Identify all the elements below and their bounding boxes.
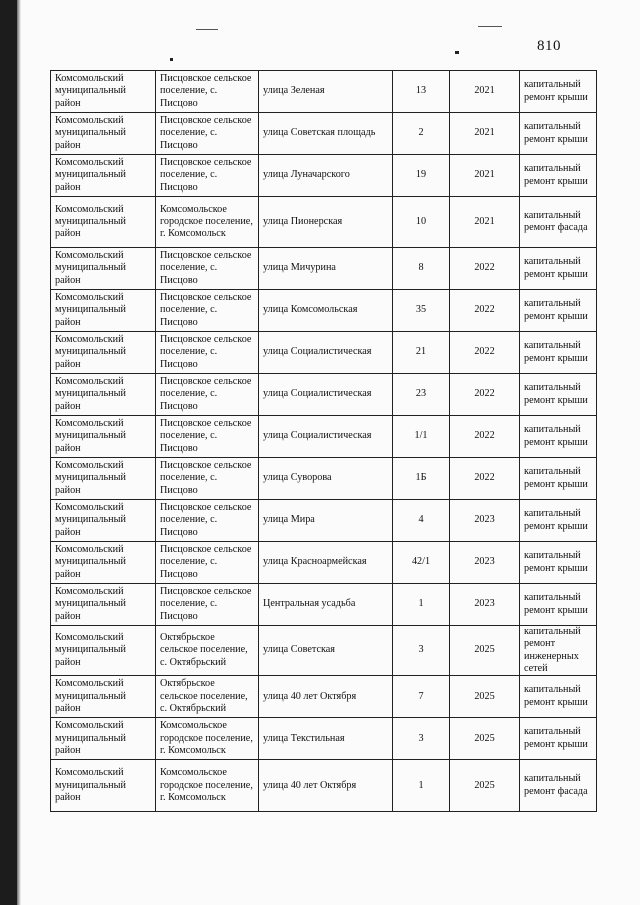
table-row — [51, 155, 597, 197]
cell-settlement: Октябрьское сельское поселение, с. Октябрьский — [156, 626, 259, 676]
cell-work: капитальный ремонт инженерных сетей — [520, 626, 597, 676]
scan-mark — [478, 26, 502, 27]
cell-street: улица Зеленая — [259, 71, 393, 113]
scan-mark — [455, 51, 459, 54]
cell-work: капитальный ремонт крыши — [520, 676, 597, 718]
table-body — [51, 71, 597, 812]
cell-settlement: Писцовское сельское поселение, с. Писцово — [156, 500, 259, 542]
cell-year: 2025 — [450, 626, 520, 676]
cell-work: капитальный ремонт крыши — [520, 584, 597, 626]
cell-house: 19 — [393, 155, 450, 197]
table-row — [51, 676, 597, 718]
cell-work: капитальный ремонт крыши — [520, 71, 597, 113]
cell-street: улица Красноармейская — [259, 542, 393, 584]
cell-settlement: Писцовское сельское поселение, с. Писцово — [156, 71, 259, 113]
cell-year: 2022 — [450, 290, 520, 332]
cell-work: капитальный ремонт крыши — [520, 542, 597, 584]
cell-district: Комсомольский муниципальный район — [51, 155, 156, 197]
cell-house: 10 — [393, 197, 450, 248]
table-row — [51, 416, 597, 458]
cell-district: Комсомольский муниципальный район — [51, 542, 156, 584]
cell-settlement: Комсомольское городское поселение, г. Комсомольск — [156, 760, 259, 812]
cell-district: Комсомольский муниципальный район — [51, 760, 156, 812]
cell-district: Комсомольский муниципальный район — [51, 197, 156, 248]
cell-street: улица Суворова — [259, 458, 393, 500]
cell-house: 1 — [393, 760, 450, 812]
housing-repair-table — [50, 70, 597, 812]
cell-year: 2023 — [450, 584, 520, 626]
cell-street: улица Луначарского — [259, 155, 393, 197]
scan-mark — [170, 58, 173, 61]
cell-district: Комсомольский муниципальный район — [51, 374, 156, 416]
table-row — [51, 760, 597, 812]
table-row — [51, 542, 597, 584]
cell-work: капитальный ремонт крыши — [520, 332, 597, 374]
cell-district: Комсомольский муниципальный район — [51, 718, 156, 760]
scan-left-edge-shadow — [17, 0, 21, 905]
cell-street: Центральная усадьба — [259, 584, 393, 626]
cell-work: капитальный ремонт крыши — [520, 458, 597, 500]
table-row — [51, 197, 597, 248]
cell-work: капитальный ремонт крыши — [520, 290, 597, 332]
cell-house: 1/1 — [393, 416, 450, 458]
cell-district: Комсомольский муниципальный район — [51, 584, 156, 626]
cell-street: улица Комсомольская — [259, 290, 393, 332]
cell-house: 13 — [393, 71, 450, 113]
cell-year: 2021 — [450, 155, 520, 197]
cell-district: Комсомольский муниципальный район — [51, 500, 156, 542]
cell-street: улица Мичурина — [259, 248, 393, 290]
cell-street: улица Пионерская — [259, 197, 393, 248]
cell-district: Комсомольский муниципальный район — [51, 458, 156, 500]
cell-street: улица 40 лет Октября — [259, 760, 393, 812]
cell-year: 2021 — [450, 197, 520, 248]
cell-street: улица Социалистическая — [259, 416, 393, 458]
cell-house: 3 — [393, 626, 450, 676]
cell-work: капитальный ремонт фасада — [520, 197, 597, 248]
cell-year: 2023 — [450, 542, 520, 584]
table-row — [51, 584, 597, 626]
cell-work: капитальный ремонт фасада — [520, 760, 597, 812]
cell-settlement: Писцовское сельское поселение, с. Писцово — [156, 155, 259, 197]
cell-settlement: Комсомольское городское поселение, г. Комсомольск — [156, 197, 259, 248]
cell-year: 2022 — [450, 416, 520, 458]
cell-house: 1 — [393, 584, 450, 626]
cell-district: Комсомольский муниципальный район — [51, 626, 156, 676]
cell-district: Комсомольский муниципальный район — [51, 676, 156, 718]
cell-settlement: Писцовское сельское поселение, с. Писцово — [156, 584, 259, 626]
cell-house: 7 — [393, 676, 450, 718]
scan-mark — [196, 29, 218, 30]
table-row — [51, 332, 597, 374]
cell-work: капитальный ремонт крыши — [520, 374, 597, 416]
cell-work: капитальный ремонт крыши — [520, 155, 597, 197]
cell-settlement: Писцовское сельское поселение, с. Писцово — [156, 416, 259, 458]
cell-house: 2 — [393, 113, 450, 155]
cell-year: 2023 — [450, 500, 520, 542]
cell-settlement: Комсомольское городское поселение, г. Комсомольск — [156, 718, 259, 760]
cell-street: улица Социалистическая — [259, 332, 393, 374]
cell-district: Комсомольский муниципальный район — [51, 113, 156, 155]
cell-settlement: Писцовское сельское поселение, с. Писцово — [156, 290, 259, 332]
cell-house: 42/1 — [393, 542, 450, 584]
cell-district: Комсомольский муниципальный район — [51, 416, 156, 458]
table-row — [51, 626, 597, 676]
cell-house: 3 — [393, 718, 450, 760]
cell-street: улица Мира — [259, 500, 393, 542]
table-row — [51, 71, 597, 113]
table-row — [51, 458, 597, 500]
cell-house: 4 — [393, 500, 450, 542]
cell-street: улица Текстильная — [259, 718, 393, 760]
cell-district: Комсомольский муниципальный район — [51, 332, 156, 374]
cell-year: 2025 — [450, 718, 520, 760]
cell-work: капитальный ремонт крыши — [520, 248, 597, 290]
cell-work: капитальный ремонт крыши — [520, 416, 597, 458]
cell-district: Комсомольский муниципальный район — [51, 248, 156, 290]
cell-work: капитальный ремонт крыши — [520, 718, 597, 760]
cell-settlement: Писцовское сельское поселение, с. Писцово — [156, 542, 259, 584]
table-row — [51, 290, 597, 332]
cell-year: 2022 — [450, 248, 520, 290]
table-row — [51, 113, 597, 155]
cell-settlement: Октябрьское сельское поселение, с. Октябрьский — [156, 676, 259, 718]
cell-street: улица Социалистическая — [259, 374, 393, 416]
cell-settlement: Писцовское сельское поселение, с. Писцово — [156, 374, 259, 416]
cell-settlement: Писцовское сельское поселение, с. Писцово — [156, 248, 259, 290]
table-row — [51, 374, 597, 416]
cell-house: 8 — [393, 248, 450, 290]
cell-house: 35 — [393, 290, 450, 332]
page-number: 810 — [537, 38, 561, 54]
table-row — [51, 248, 597, 290]
cell-work: капитальный ремонт крыши — [520, 113, 597, 155]
cell-settlement: Писцовское сельское поселение, с. Писцово — [156, 113, 259, 155]
cell-settlement: Писцовское сельское поселение, с. Писцово — [156, 332, 259, 374]
cell-house: 21 — [393, 332, 450, 374]
table-row — [51, 500, 597, 542]
table-row — [51, 718, 597, 760]
cell-street: улица 40 лет Октября — [259, 676, 393, 718]
scan-left-edge — [0, 0, 17, 905]
cell-street: улица Советская — [259, 626, 393, 676]
cell-year: 2022 — [450, 374, 520, 416]
cell-district: Комсомольский муниципальный район — [51, 71, 156, 113]
cell-work: капитальный ремонт крыши — [520, 500, 597, 542]
cell-year: 2021 — [450, 71, 520, 113]
cell-street: улица Советская площадь — [259, 113, 393, 155]
cell-year: 2021 — [450, 113, 520, 155]
cell-year: 2022 — [450, 458, 520, 500]
cell-year: 2022 — [450, 332, 520, 374]
cell-district: Комсомольский муниципальный район — [51, 290, 156, 332]
cell-year: 2025 — [450, 760, 520, 812]
cell-settlement: Писцовское сельское поселение, с. Писцово — [156, 458, 259, 500]
cell-year: 2025 — [450, 676, 520, 718]
cell-house: 23 — [393, 374, 450, 416]
cell-house: 1Б — [393, 458, 450, 500]
